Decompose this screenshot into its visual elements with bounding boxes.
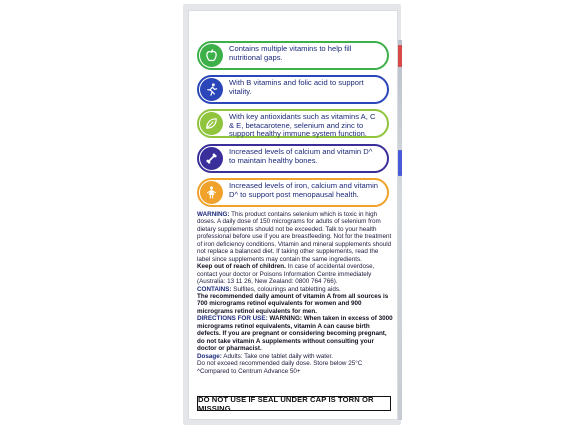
side-color-tab-blue: [398, 150, 402, 176]
warning-label: WARNING:: [197, 211, 230, 218]
directions-text: WARNING: When taken in excess of 3000 micrograms retinol equivalents, vitamin A can cause birth defects. If you are pregnant or considering becoming pregnant, do not take vitamin A supplements without consulting your doctor or pharmacist.: [197, 315, 393, 353]
benefit-pill: [197, 75, 389, 104]
bone-icon: [200, 147, 223, 170]
label-body-text: [197, 211, 393, 375]
benefit-pill: [197, 109, 389, 138]
woman-figure-icon: [200, 181, 223, 204]
benefit-pill: [197, 178, 389, 207]
warning-text: This product contains selenium which is toxic in high doses. A daily dose of 150 micrograms for adults of selenium from dietary supplements should not be exceeded. Talk to your health professional before use if you are breastfeeding. Not for the treatment of iron deficiency conditions. Vitamin and mineral supplements should not replace a balanced diet. If taking other supplements, read the label since supplements may contain the same ingredients.: [197, 211, 392, 263]
directions-label: DIRECTIONS FOR USE:: [197, 315, 268, 323]
dosage-paragraph: [197, 353, 393, 360]
benefit-text: Increased levels of iron, calcium and vitamin D^ to support post menopausal health.: [229, 181, 378, 199]
leaf-icon: [200, 112, 223, 135]
dosage-label: Dosage:: [197, 352, 222, 360]
children-label: Keep out of reach of children.: [197, 263, 286, 271]
benefit-text: Increased levels of calcium and vitamin D^ to maintain healthy bones.: [229, 147, 373, 165]
benefit-text: With key antioxidants such as vitamins A, C & E, betacarotene, selenium and zinc to support healthy immune system function.: [229, 112, 376, 139]
storage-text: Do not exceed recommended daily dose. Store below 25°C: [197, 360, 363, 368]
contains-label: CONTAINS:: [197, 285, 232, 293]
seal-notice: DO NOT USE IF SEAL UNDER CAP IS TORN OR MISSING: [197, 396, 391, 411]
dosage-text: Adults: Take one tablet daily with water.: [221, 352, 334, 360]
warning-paragraph: [197, 211, 393, 263]
benefit-pill: [197, 41, 389, 70]
apple-icon: [200, 44, 223, 67]
running-person-icon: [200, 78, 223, 101]
label-panel: [188, 10, 398, 420]
benefit-text: Contains multiple vitamins to help fill nutritional gaps.: [229, 44, 352, 62]
contains-text: Sulfites, colourings and tabletting aids.: [231, 285, 341, 293]
benefit-text: With B vitamins and folic acid to support vitality.: [229, 78, 364, 96]
footnote-text: ^Compared to Centrum Advance 50+: [197, 367, 301, 375]
side-color-tab-red: [398, 45, 402, 67]
benefit-pill: [197, 144, 389, 173]
vitamin-a-notice: The recommended daily amount of vitamin A from all sources is 700 micrograms retinol equivalents for women and 900 micrograms retinol equivalents for men.: [197, 292, 389, 315]
contains-paragraph: [197, 286, 393, 293]
children-text: In case of accidental overdose, contact your doctor or Poisons Information Centre immediately (Australia: 13 11 26, New Zealand: 0800 764 766).: [197, 263, 375, 286]
children-paragraph: [197, 263, 393, 285]
directions-paragraph: [197, 315, 393, 352]
